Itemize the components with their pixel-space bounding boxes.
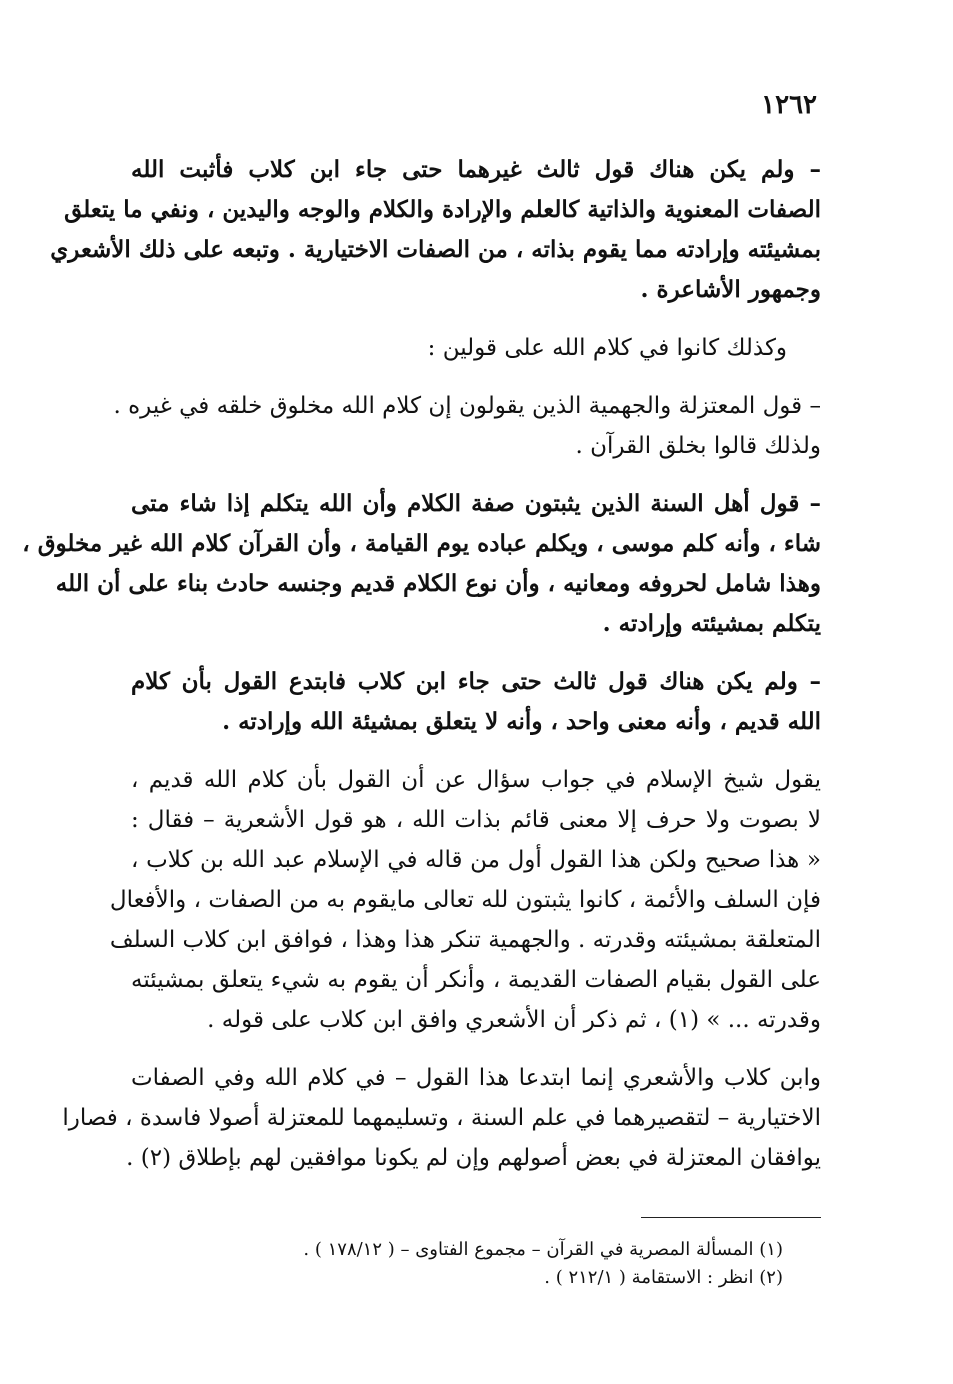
text-line: لا بصوت ولا حرف إلا معنى قائم بذات الله ، هو قول الأشعرية – فقال : <box>131 807 821 833</box>
text-line: وهذا شامل لحروفه ومعانيه ، وأن نوع الكلام قديم وجنسه حادث بناء على أن الله <box>55 570 821 597</box>
text-line: يقول شيخ الإسلام في جواب سؤال عن أن القول بأن كلام الله قديم ، <box>131 767 821 793</box>
text-line: الصفات المعنوية والذاتية كالعلم والإرادة والكلام والوجه واليدين ، ونفي ما يتعلق <box>64 196 821 223</box>
body-text <box>22 150 821 1196</box>
footnote-2: (٢) انظر : الاستقامة ( ٢١٢/١ ) . <box>544 1267 783 1288</box>
text-line: « هذا صحيح ولكن هذا القول أول من قاله في الإسلام عبد الله بن كلاب ، <box>131 847 821 873</box>
text-line: شاء ، وأنه كلم موسى ، ويكلم عباده يوم القيامة ، وأن القرآن كلام الله غير مخلوق ، <box>22 530 821 557</box>
page-number: ١٢٦٢ <box>761 90 817 120</box>
text-line: – ولم يكن هناك قول ثالث حتى جاء ابن كلاب فابتدع القول بأن كلام <box>131 668 821 695</box>
text-line: الاختيارية – لتقصيرهما في علم السنة ، وتسليمهما للمعتزلة أصولا فاسدة ، فصارا <box>62 1105 821 1131</box>
text-line: المتعلقة بمشيئته وقدرته . والجهمية تنكر هذا وهذا ، فوافق ابن كلاب السلف <box>109 927 821 953</box>
paragraph-2 <box>131 328 821 368</box>
paragraph-5 <box>131 662 821 742</box>
text-line: ولذلك قالوا بخلق القرآن . <box>575 433 821 459</box>
text-line: – قول أهل السنة الذين يثبتون صفة الكلام وأن الله يتكلم إذا شاء متى <box>131 490 821 517</box>
paragraph-3 <box>113 386 821 466</box>
text-line: بمشيئته وإرادته مما يقوم بذاته ، من الصفات الاختيارية . وتبعه على ذلك الأشعري <box>50 236 821 263</box>
paragraph-6 <box>109 760 821 1040</box>
footnotes <box>163 1236 783 1292</box>
text-line: – قول المعتزلة والجهمية الذين يقولون إن كلام الله مخلوق خلقه في غيره . <box>113 393 821 419</box>
text-line: وجمهور الأشاعرة . <box>640 276 821 303</box>
text-line: يوافقان المعتزلة في بعض أصولهم وإن لم يكونا موافقين لهم بإطلاق (٢) . <box>126 1145 821 1171</box>
text-line: الله قديم ، وأنه معنى واحد ، وأنه لا يتعلق بمشيئة الله وإرادته . <box>222 708 821 735</box>
footnote-divider <box>641 1217 821 1218</box>
footnote-1: (١) المسألة المصرية في القرآن – مجموع الفتاوى – ( ١٧٨/١٢ ) . <box>303 1239 783 1260</box>
text-line: يتكلم بمشيئته وإرادته . <box>602 610 821 637</box>
text-line: وكذلك كانوا في كلام الله على قولين : <box>427 335 787 361</box>
paragraph-4 <box>22 484 821 644</box>
text-line: على القول بقيام الصفات القديمة ، وأنكر أن يقوم به شيء يتعلق بمشيئته <box>131 967 821 993</box>
text-line: فإن السلف والأئمة ، كانوا يثبتون لله تعالى مايقوم به من الصفات ، والأفعال <box>109 887 821 913</box>
paragraph-7 <box>62 1058 821 1178</box>
text-line: وابن كلاب والأشعري إنما ابتدعا هذا القول – في كلام الله وفي الصفات <box>131 1065 821 1091</box>
text-line: – ولم يكن هناك قول ثالث غيرهما حتى جاء ابن كلاب فأثبت الله <box>131 156 821 183</box>
paragraph-1 <box>50 150 821 310</box>
text-line: وقدرته ... » (١) ، ثم ذكر أن الأشعري وافق ابن كلاب على قوله . <box>207 1007 821 1033</box>
paragraphs <box>22 150 821 1178</box>
